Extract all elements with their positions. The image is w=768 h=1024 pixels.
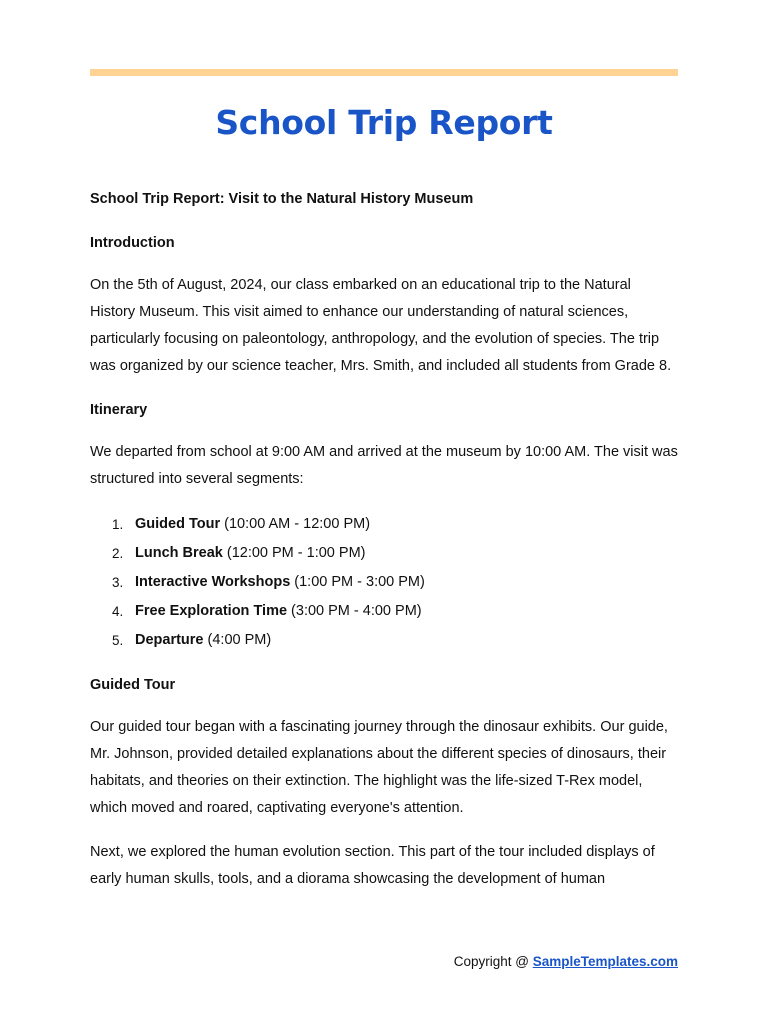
itinerary-item-free-exploration bbox=[90, 597, 678, 626]
itinerary-item-interactive-workshops bbox=[90, 568, 678, 597]
itinerary-item-time: (3:00 PM - 4:00 PM) bbox=[287, 603, 422, 619]
itinerary-item-time: (10:00 AM - 12:00 PM) bbox=[220, 516, 371, 532]
itinerary-item-name: Departure bbox=[135, 632, 204, 648]
itinerary-item-time: (1:00 PM - 3:00 PM) bbox=[290, 574, 425, 590]
document-title: School Trip Report bbox=[215, 103, 553, 142]
guided-tour-paragraph-2: Next, we explored the human evolution section. This part of the tour included displays of early human skulls, tools, and a diorama showcasing the development of human bbox=[90, 844, 655, 887]
itinerary-item-guided-tour bbox=[90, 510, 678, 539]
itinerary-item-name: Guided Tour bbox=[135, 516, 221, 532]
list-number: 1. bbox=[112, 517, 124, 532]
guided-tour-heading: Guided Tour bbox=[90, 677, 176, 693]
sampletemplates-link[interactable]: SampleTemplates.com bbox=[532, 954, 678, 969]
list-number: 4. bbox=[112, 604, 124, 619]
document-body bbox=[90, 186, 678, 910]
guided-tour-paragraph-1: Our guided tour began with a fascinating journey through the dinosaur exhibits. Our guide, Mr. Johnson, provided detailed explanations about the different species of dinosaurs, their habitats, and theories on their extinction. The highlight was the life-sized T-Rex model, which moved and roared, captivating everyone's attention. bbox=[90, 719, 668, 816]
itinerary-item-lunch-break bbox=[90, 539, 678, 568]
top-accent-rule bbox=[90, 69, 678, 76]
itinerary-paragraph: We departed from school at 9:00 AM and arrived at the museum by 10:00 AM. The visit was structured into several segments: bbox=[90, 444, 678, 487]
itinerary-list bbox=[90, 510, 678, 655]
itinerary-item-departure bbox=[90, 626, 678, 655]
introduction-paragraph: On the 5th of August, 2024, our class embarked on an educational trip to the Natural History Museum. This visit aimed to enhance our understanding of natural sciences, particularly focusing on paleontology, anthropology, and the evolution of species. The trip was organized by our science teacher, Mrs. Smith, and included all students from Grade 8. bbox=[90, 277, 672, 374]
list-number: 5. bbox=[112, 633, 124, 648]
report-subtitle: School Trip Report: Visit to the Natural History Museum bbox=[90, 191, 474, 207]
document-page bbox=[90, 0, 678, 1024]
itinerary-item-name: Interactive Workshops bbox=[135, 574, 291, 590]
copyright-prefix: Copyright @ bbox=[453, 954, 533, 969]
copyright-footer bbox=[454, 950, 678, 974]
list-number: 3. bbox=[112, 575, 124, 590]
itinerary-item-time: (4:00 PM) bbox=[203, 632, 272, 648]
itinerary-item-time: (12:00 PM - 1:00 PM) bbox=[222, 545, 366, 561]
itinerary-item-name: Lunch Break bbox=[135, 545, 223, 561]
itinerary-item-name: Free Exploration Time bbox=[135, 603, 288, 619]
introduction-heading: Introduction bbox=[90, 235, 175, 251]
list-number: 2. bbox=[112, 546, 124, 561]
itinerary-heading: Itinerary bbox=[90, 402, 148, 418]
